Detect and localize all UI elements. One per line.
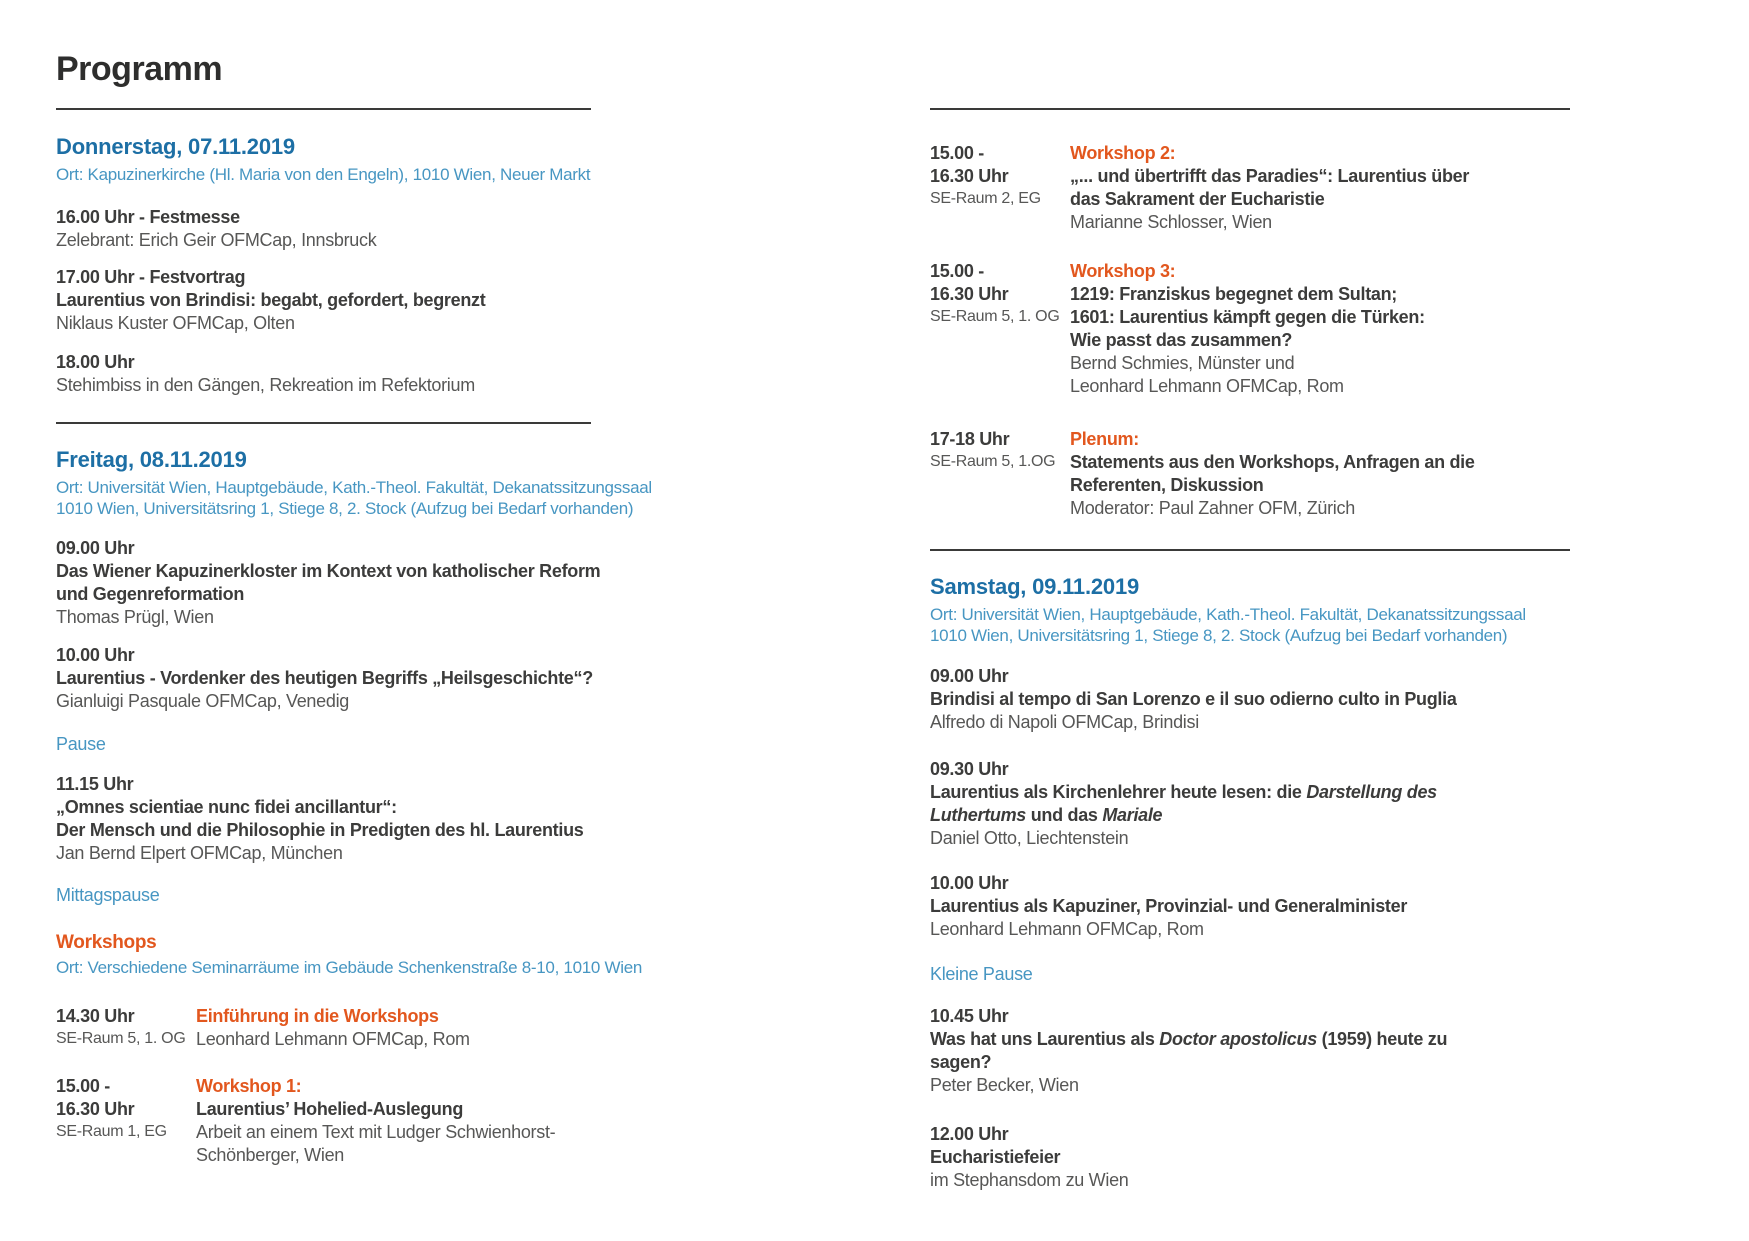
workshop-time-line: 16.30 Uhr xyxy=(56,1099,135,1119)
workshop-body xyxy=(196,1005,591,1051)
title-rule xyxy=(56,108,591,110)
workshop-time-line: 14.30 Uhr xyxy=(56,1006,135,1026)
entry-time: 10.00 Uhr xyxy=(56,645,135,665)
workshop-time-line: 16.30 Uhr xyxy=(930,166,1009,186)
workshop-label: Workshop 2: xyxy=(1070,143,1176,163)
section-friday xyxy=(56,447,652,1167)
entry-speaker: Jan Bernd Elpert OFMCap, München xyxy=(56,843,343,863)
workshop-row xyxy=(930,142,1570,234)
workshop-room: SE-Raum 2, EG xyxy=(930,190,1041,207)
ort-line: 1010 Wien, Universitätsring 1, Stiege 8, 2. Stock (Aufzug bei Bedarf vorhanden) xyxy=(56,499,634,518)
workshop-room: SE-Raum 5, 1.OG xyxy=(930,453,1056,470)
entry-speaker: Daniel Otto, Liechtenstein xyxy=(930,828,1129,848)
program-entry xyxy=(56,351,591,397)
entry-time: 10.00 Uhr xyxy=(930,873,1009,893)
day-heading-friday: Freitag, 08.11.2019 xyxy=(56,447,247,472)
workshop-body xyxy=(196,1075,591,1167)
program-entry xyxy=(930,1005,1570,1097)
pause-label: Mittagspause xyxy=(56,885,160,905)
ort-line: Ort: Verschiedene Seminarräume im Gebäude Schenkenstraße 8-10, 1010 Wien xyxy=(56,958,643,977)
workshop-label: Plenum: xyxy=(1070,429,1139,449)
section-saturday xyxy=(930,574,1570,1192)
workshop-time-cell xyxy=(56,1075,196,1167)
ort-line: Ort: Universität Wien, Hauptgebäude, Kath.-Theol. Fakultät, Dekanatssitzungssaal xyxy=(56,478,652,497)
workshop-speaker: Schönberger, Wien xyxy=(196,1145,344,1165)
workshop-time-cell xyxy=(930,260,1070,398)
entry-speaker: Gianluigi Pasquale OFMCap, Venedig xyxy=(56,691,349,711)
workshop-time-line: 15.00 - xyxy=(56,1076,110,1096)
workshop-title-line: „... und übertrifft das Paradies“: Laurentius über xyxy=(1070,166,1470,186)
entry-time: 09.00 Uhr xyxy=(56,538,135,558)
pause-label: Kleine Pause xyxy=(930,964,1033,984)
entry-title: Laurentius als Kirchenlehrer heute lesen: die Darstellung des Luthertums und das Mariale xyxy=(930,782,1437,825)
workshop-speaker: Moderator: Paul Zahner OFM, Zürich xyxy=(1070,498,1355,518)
program-entry xyxy=(56,644,591,713)
entry-title: Was hat uns Laurentius als Doctor apostolicus (1959) heute zu sagen? xyxy=(930,1029,1448,1072)
entry-title-line: „Omnes scientiae nunc fidei ancillantur“: xyxy=(56,797,397,817)
workshops-heading: Workshops xyxy=(56,932,157,953)
workshop-time-cell xyxy=(930,142,1070,234)
pause-label: Pause xyxy=(56,734,106,754)
entry-speaker: Peter Becker, Wien xyxy=(930,1075,1079,1095)
workshop-body xyxy=(1070,142,1570,234)
entry-speaker: Thomas Prügl, Wien xyxy=(56,607,214,627)
right-column xyxy=(930,108,1570,1192)
section-rule xyxy=(56,422,591,424)
entry-time: 18.00 Uhr xyxy=(56,352,135,372)
entry-title-line: Der Mensch und die Philosophie in Predigten des hl. Laurentius xyxy=(56,820,584,840)
workshop-speaker: Arbeit an einem Text mit Ludger Schwienhorst- xyxy=(196,1122,556,1142)
workshop-title-line: Statements aus den Workshops, Anfragen an die xyxy=(1070,452,1475,472)
program-entry xyxy=(930,758,1570,850)
workshop-time-line: 16.30 Uhr xyxy=(930,284,1009,304)
entry-title-line: und Gegenreformation xyxy=(56,584,245,604)
entry-time: 17.00 Uhr - Festvortrag xyxy=(56,267,246,287)
workshop-row xyxy=(930,260,1570,398)
entry-note: im Stephansdom zu Wien xyxy=(930,1170,1129,1190)
workshop-title-line: Laurentius’ Hohelied-Auslegung xyxy=(196,1099,464,1119)
workshop-room: SE-Raum 5, 1. OG xyxy=(56,1030,186,1047)
workshop-time-line: 15.00 - xyxy=(930,261,984,281)
workshop-speaker: Leonhard Lehmann OFMCap, Rom xyxy=(196,1029,470,1049)
entry-title-line: Laurentius von Brindisi: begabt, gefordert, begrenzt xyxy=(56,290,486,310)
workshop-speaker: Marianne Schlosser, Wien xyxy=(1070,212,1272,232)
workshop-room: SE-Raum 5, 1. OG xyxy=(930,308,1060,325)
entry-speaker: Alfredo di Napoli OFMCap, Brindisi xyxy=(930,712,1199,732)
entry-time: 16.00 Uhr - Festmesse xyxy=(56,207,240,227)
program-entry xyxy=(930,1123,1570,1192)
workshop-title-line: Referenten, Diskussion xyxy=(1070,475,1264,495)
entry-title-line: Das Wiener Kapuzinerkloster im Kontext von katholischer Reform xyxy=(56,561,601,581)
ort-line: Ort: Kapuzinerkirche (Hl. Maria von den Engeln), 1010 Wien, Neuer Markt xyxy=(56,165,591,184)
ort-line: Ort: Universität Wien, Hauptgebäude, Kath.-Theol. Fakultät, Dekanatssitzungssaal xyxy=(930,605,1526,624)
workshop-speaker: Leonhard Lehmann OFMCap, Rom xyxy=(1070,376,1344,396)
workshop-label: Einführung in die Workshops xyxy=(196,1006,439,1026)
section-thursday xyxy=(56,134,591,397)
entry-time: 10.45 Uhr xyxy=(930,1006,1009,1026)
entry-title-line: Eucharistiefeier xyxy=(930,1147,1061,1167)
entry-speaker: Zelebrant: Erich Geir OFMCap, Innsbruck xyxy=(56,230,377,250)
entry-time: 11.15 Uhr xyxy=(56,774,134,794)
workshop-time-cell xyxy=(930,428,1070,520)
workshop-body xyxy=(1070,260,1570,398)
column-rule xyxy=(930,108,1570,110)
day-heading-saturday: Samstag, 09.11.2019 xyxy=(930,574,1140,599)
entry-title-line: Laurentius als Kapuziner, Provinzial- und Generalminister xyxy=(930,896,1408,916)
workshop-title-line: Wie passt das zusammen? xyxy=(1070,330,1293,350)
workshop-label: Workshop 1: xyxy=(196,1076,302,1096)
workshop-time-cell xyxy=(56,1005,196,1051)
section-rule xyxy=(930,549,1570,551)
page-title: Programm xyxy=(56,50,223,88)
workshop-label: Workshop 3: xyxy=(1070,261,1176,281)
workshop-row xyxy=(930,428,1570,520)
entry-title-line: Laurentius - Vordenker des heutigen Begriffs „Heilsgeschichte“? xyxy=(56,668,593,688)
program-entry xyxy=(930,665,1570,734)
program-entry xyxy=(56,266,591,335)
ort-line: 1010 Wien, Universitätsring 1, Stiege 8, 2. Stock (Aufzug bei Bedarf vorhanden) xyxy=(930,626,1508,645)
entry-speaker: Niklaus Kuster OFMCap, Olten xyxy=(56,313,295,333)
workshop-body xyxy=(1070,428,1570,520)
workshop-time-line: 15.00 - xyxy=(930,143,984,163)
program-entry xyxy=(56,537,601,629)
entry-time: 09.00 Uhr xyxy=(930,666,1009,686)
entry-time: 09.30 Uhr xyxy=(930,759,1009,779)
workshop-room: SE-Raum 1, EG xyxy=(56,1123,167,1140)
program-entry xyxy=(56,206,591,252)
workshop-time-line: 17-18 Uhr xyxy=(930,429,1010,449)
workshop-title-line: 1219: Franziskus begegnet dem Sultan; xyxy=(1070,284,1397,304)
workshop-title-line: 1601: Laurentius kämpft gegen die Türken: xyxy=(1070,307,1425,327)
program-entry xyxy=(930,872,1570,941)
entry-speaker: Leonhard Lehmann OFMCap, Rom xyxy=(930,919,1204,939)
entry-time: 12.00 Uhr xyxy=(930,1124,1009,1144)
left-column xyxy=(56,48,652,1167)
day-heading-thursday: Donnerstag, 07.11.2019 xyxy=(56,134,295,159)
entry-note: Stehimbiss in den Gängen, Rekreation im Refektorium xyxy=(56,375,475,395)
workshop-title-line: das Sakrament der Eucharistie xyxy=(1070,189,1325,209)
workshop-speaker: Bernd Schmies, Münster und xyxy=(1070,353,1295,373)
workshop-row xyxy=(56,1075,591,1167)
program-entry xyxy=(56,773,591,865)
workshop-row xyxy=(56,1005,591,1051)
entry-title-line: Brindisi al tempo di San Lorenzo e il suo odierno culto in Puglia xyxy=(930,689,1457,709)
